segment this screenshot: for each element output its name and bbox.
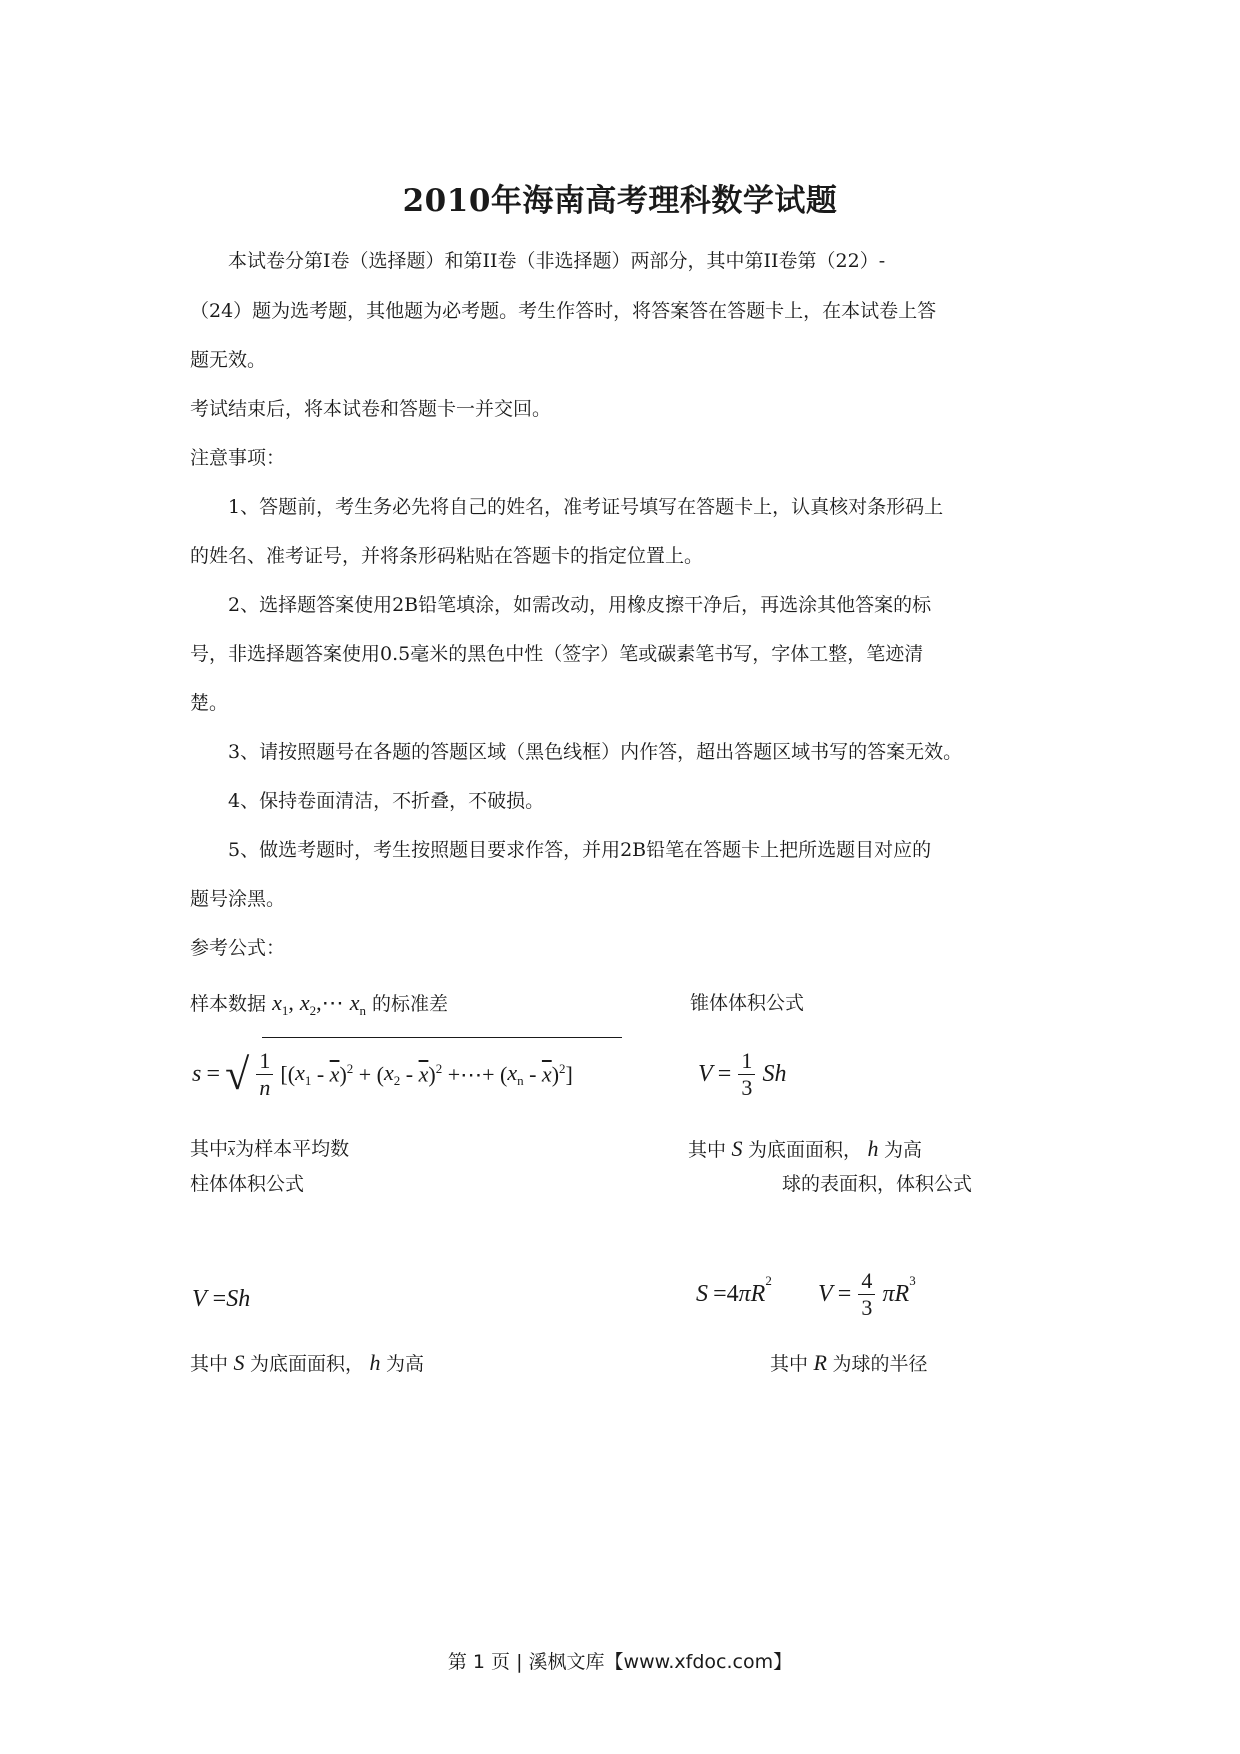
sphere-note: 其中 R 为球的半径 [770,1350,928,1375]
cone-volume-formula: V = $\frac{1}{3}$ Sh [698,1048,787,1100]
note-4: 4、保持卷面清洁，不折叠，不破损。 [228,790,545,812]
note-2-line-3: 楚。 [190,692,229,714]
prism-volume-formula: V =Sh [192,1286,251,1312]
note-3: 3、请按照题号在各题的答题区域（黑色线框）内作答，超出答题区域书写的答案无效。 [228,741,963,763]
formulas-heading: 参考公式： [190,937,286,959]
note-5-line-2: 题号涂黑。 [190,888,286,910]
notes-heading: 注意事项： [190,447,286,469]
cone-volume-label: 锥体体积公式 [690,992,805,1014]
sqrt-bar [262,1037,622,1038]
std-dev-label: 样本数据 $x_1$, $x_2,\cdots$ $x_n$ 的标准差 [190,990,449,1018]
page-footer: 第 1 页 | 溪枫文库【www.xfdoc.com】 [447,1651,793,1673]
note-2-line-1: 2、选择题答案使用2B铅笔填涂，如需改动，用橡皮擦干净后，再选涂其他答案的标 [228,594,932,616]
intro-line-4: 考试结束后，将本试卷和答题卡一并交回。 [190,398,552,420]
note-5-line-1: 5、做选考题时，考生按照题目要求作答，并用2B铅笔在答题卡上把所选题目对应的 [228,839,932,861]
mean-note: 其中$\overline{x}$为样本平均数 [190,1138,350,1160]
intro-line-3: 题无效。 [190,349,267,371]
prism-note: 其中 S 为底面面积， h 为高 [190,1350,425,1375]
note-1-line-2: 的姓名、准考证号，并将条形码粘贴在答题卡的指定位置上。 [190,545,704,567]
sphere-label: 球的表面积，体积公式 [782,1173,973,1195]
intro-line-2: （24）题为选考题，其他题为必考题。考生作答时，将答案答在答题卡上，在本试卷上答 [190,300,937,322]
prism-volume-label: 柱体体积公式 [190,1173,305,1195]
document-title: 2010年海南高考理科数学试题 [402,183,838,219]
note-1-line-1: 1、答题前，考生务必先将自己的姓名，准考证号填写在答题卡上，认真核对条形码上 [228,496,944,518]
std-dev-formula: s = √ $\frac{1}{n}$ [$(x_1 - \overline{x})^2 + (x_2 - \overline{x})^2$ +⋯+ $(x_n - \overline{x})^2$] [192,1048,573,1100]
cone-note: 其中 S 为底面面积， h 为高 [688,1136,923,1161]
sphere-formulas: $S =4\pi R^2$ V = $\frac{4}{3}$ $\pi R^3$ [696,1268,916,1320]
intro-line-1: 本试卷分第I卷（选择题）和第II卷（非选择题）两部分，其中第II卷第（22）- [228,250,886,272]
note-2-line-2: 号，非选择题答案使用0.5毫米的黑色中性（签字）笔或碳素笔书写，字体工整，笔迹清 [190,643,924,665]
